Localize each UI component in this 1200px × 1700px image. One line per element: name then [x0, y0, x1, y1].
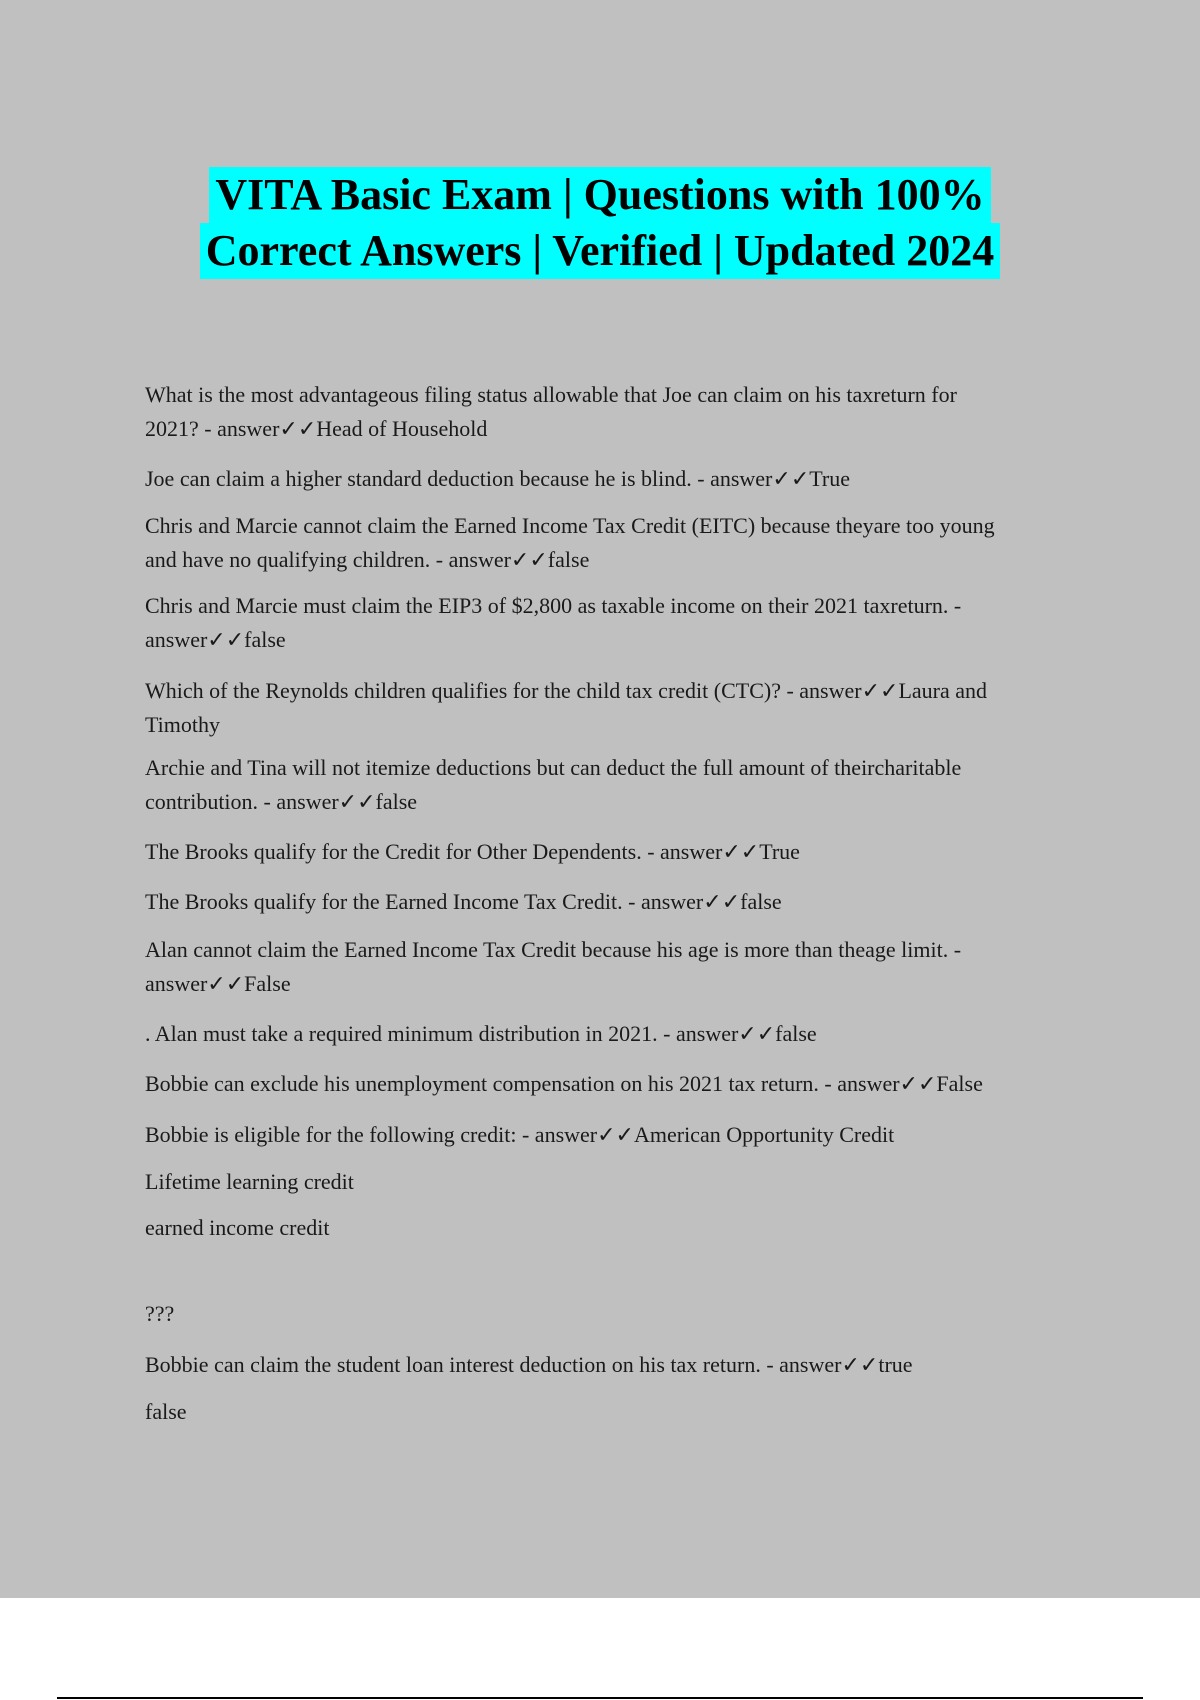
qa-item — [145, 885, 782, 919]
qa-item — [145, 1067, 983, 1101]
qa-item — [145, 1348, 913, 1382]
qa-line: Chris and Marcie cannot claim the Earned Income Tax Credit (EITC) because theyare too young — [145, 513, 995, 538]
qa-line: Bobbie is eligible for the following credit: - answer✓✓American Opportunity Credit — [145, 1122, 895, 1147]
qa-line: The Brooks qualify for the Credit for Other Dependents. - answer✓✓True — [145, 839, 800, 864]
title-line-1: VITA Basic Exam | Questions with 100% — [209, 167, 990, 223]
qa-item — [145, 933, 961, 1001]
qa-line: Alan cannot claim the Earned Income Tax Credit because his age is more than theage limit. - — [145, 937, 962, 962]
qa-item — [145, 509, 995, 577]
qa-item — [145, 835, 800, 869]
qa-line: 2021? - answer✓✓Head of Household — [145, 416, 488, 441]
qa-item — [145, 674, 987, 742]
qa-line: ??? — [145, 1301, 175, 1326]
qa-item — [145, 462, 850, 496]
qa-item — [145, 751, 961, 819]
qa-item — [145, 1017, 817, 1051]
title-line-2: Correct Answers | Verified | Updated 2024 — [200, 223, 1001, 279]
qa-item — [145, 378, 957, 446]
qa-line: false — [145, 1399, 187, 1424]
qa-line: Which of the Reynolds children qualifies for the child tax credit (CTC)? - answer✓✓Laura and — [145, 678, 988, 703]
qa-line: Archie and Tina will not itemize deductions but can deduct the full amount of theircharitable — [145, 755, 962, 780]
qa-item — [145, 1297, 174, 1331]
qa-line: Lifetime learning credit — [145, 1169, 354, 1194]
qa-item — [145, 1395, 187, 1429]
qa-line: answer✓✓False — [145, 971, 291, 996]
bottom-divider — [57, 1697, 1143, 1699]
qa-item — [145, 589, 961, 657]
qa-line: Timothy — [145, 712, 221, 737]
qa-line: earned income credit — [145, 1215, 330, 1240]
qa-line: Chris and Marcie must claim the EIP3 of $2,800 as taxable income on their 2021 taxreturn. - — [145, 593, 962, 618]
qa-line: contribution. - answer✓✓false — [145, 789, 418, 814]
qa-item — [145, 1118, 894, 1152]
qa-line: Bobbie can exclude his unemployment compensation on his 2021 tax return. - answer✓✓False — [145, 1071, 983, 1096]
page-title — [0, 167, 1200, 279]
qa-item — [145, 1165, 354, 1199]
qa-line: Joe can claim a higher standard deduction because he is blind. - answer✓✓True — [145, 466, 851, 491]
qa-item — [145, 1211, 329, 1245]
qa-line: . Alan must take a required minimum distribution in 2021. - answer✓✓false — [145, 1021, 817, 1046]
qa-line: What is the most advantageous filing status allowable that Joe can claim on his taxreturn for — [145, 382, 957, 407]
qa-line: and have no qualifying children. - answer✓✓false — [145, 547, 590, 572]
qa-line: The Brooks qualify for the Earned Income Tax Credit. - answer✓✓false — [145, 889, 782, 914]
qa-line: answer✓✓false — [145, 627, 286, 652]
qa-line: Bobbie can claim the student loan interest deduction on his tax return. - answer✓✓true — [145, 1352, 913, 1377]
